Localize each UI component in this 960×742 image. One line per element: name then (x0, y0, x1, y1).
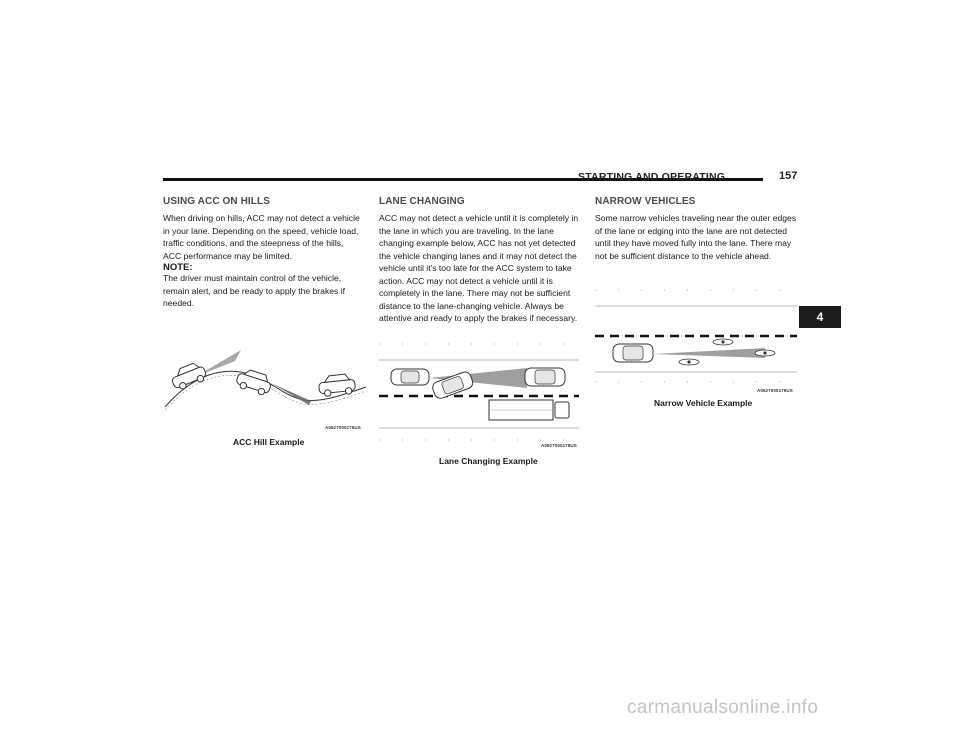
heading-narrow-vehicles: NARROW VEHICLES (595, 196, 696, 207)
caption-lane: Lane Changing Example (439, 456, 538, 466)
running-head: STARTING AND OPERATING (578, 171, 726, 183)
figure-code-hill: A0627000175US (325, 425, 361, 430)
lane-changing-illustration (379, 340, 579, 448)
figure-code-lane: A0627000178US (541, 443, 577, 448)
watermark-text: carmanualsonline.info (627, 697, 819, 718)
figure-code-narrow: A0627000179US (757, 388, 793, 393)
heading-lane-changing: LANE CHANGING (379, 196, 465, 207)
body-acc-hills: When driving on hills, ACC may not detect a vehicle in your lane. Depending on the speed, vehicle load, traffic conditions, and the steepness of the hills, ACC performance may be limited. (163, 213, 360, 261)
note-text: The driver must maintain control of the vehicle, remain alert, and be ready to apply the brakes if needed. (163, 273, 346, 308)
caption-narrow: Narrow Vehicle Example (654, 398, 753, 408)
note-label: NOTE: (163, 262, 193, 273)
body-narrow-vehicles: Some narrow vehicles traveling near the outer edges of the lane or edging into the lane are not detected until they have moved fully into the lane. There may not be sufficient distance to the vehicle ahead. (595, 213, 797, 261)
caption-hill: ACC Hill Example (233, 437, 305, 447)
heading-acc-hills: USING ACC ON HILLS (163, 196, 270, 207)
acc-hill-illustration (163, 345, 368, 430)
page-number: 157 (779, 170, 798, 182)
narrow-vehicle-illustration (595, 286, 797, 394)
body-lane-changing: ACC may not detect a vehicle until it is completely in the lane in which you are traveling. In the lane changing example below, ACC has not yet detected the vehicle changing lanes and it may not detect the vehicle until it's too late for the ACC system to take action. ACC may not detect a vehicle until it is completely in the lane. There may not be sufficient distance to the lane-changing vehicle. Always be attentive and ready to apply the brakes if necessary. (379, 213, 579, 323)
chapter-tab[interactable]: 4 (799, 306, 841, 328)
